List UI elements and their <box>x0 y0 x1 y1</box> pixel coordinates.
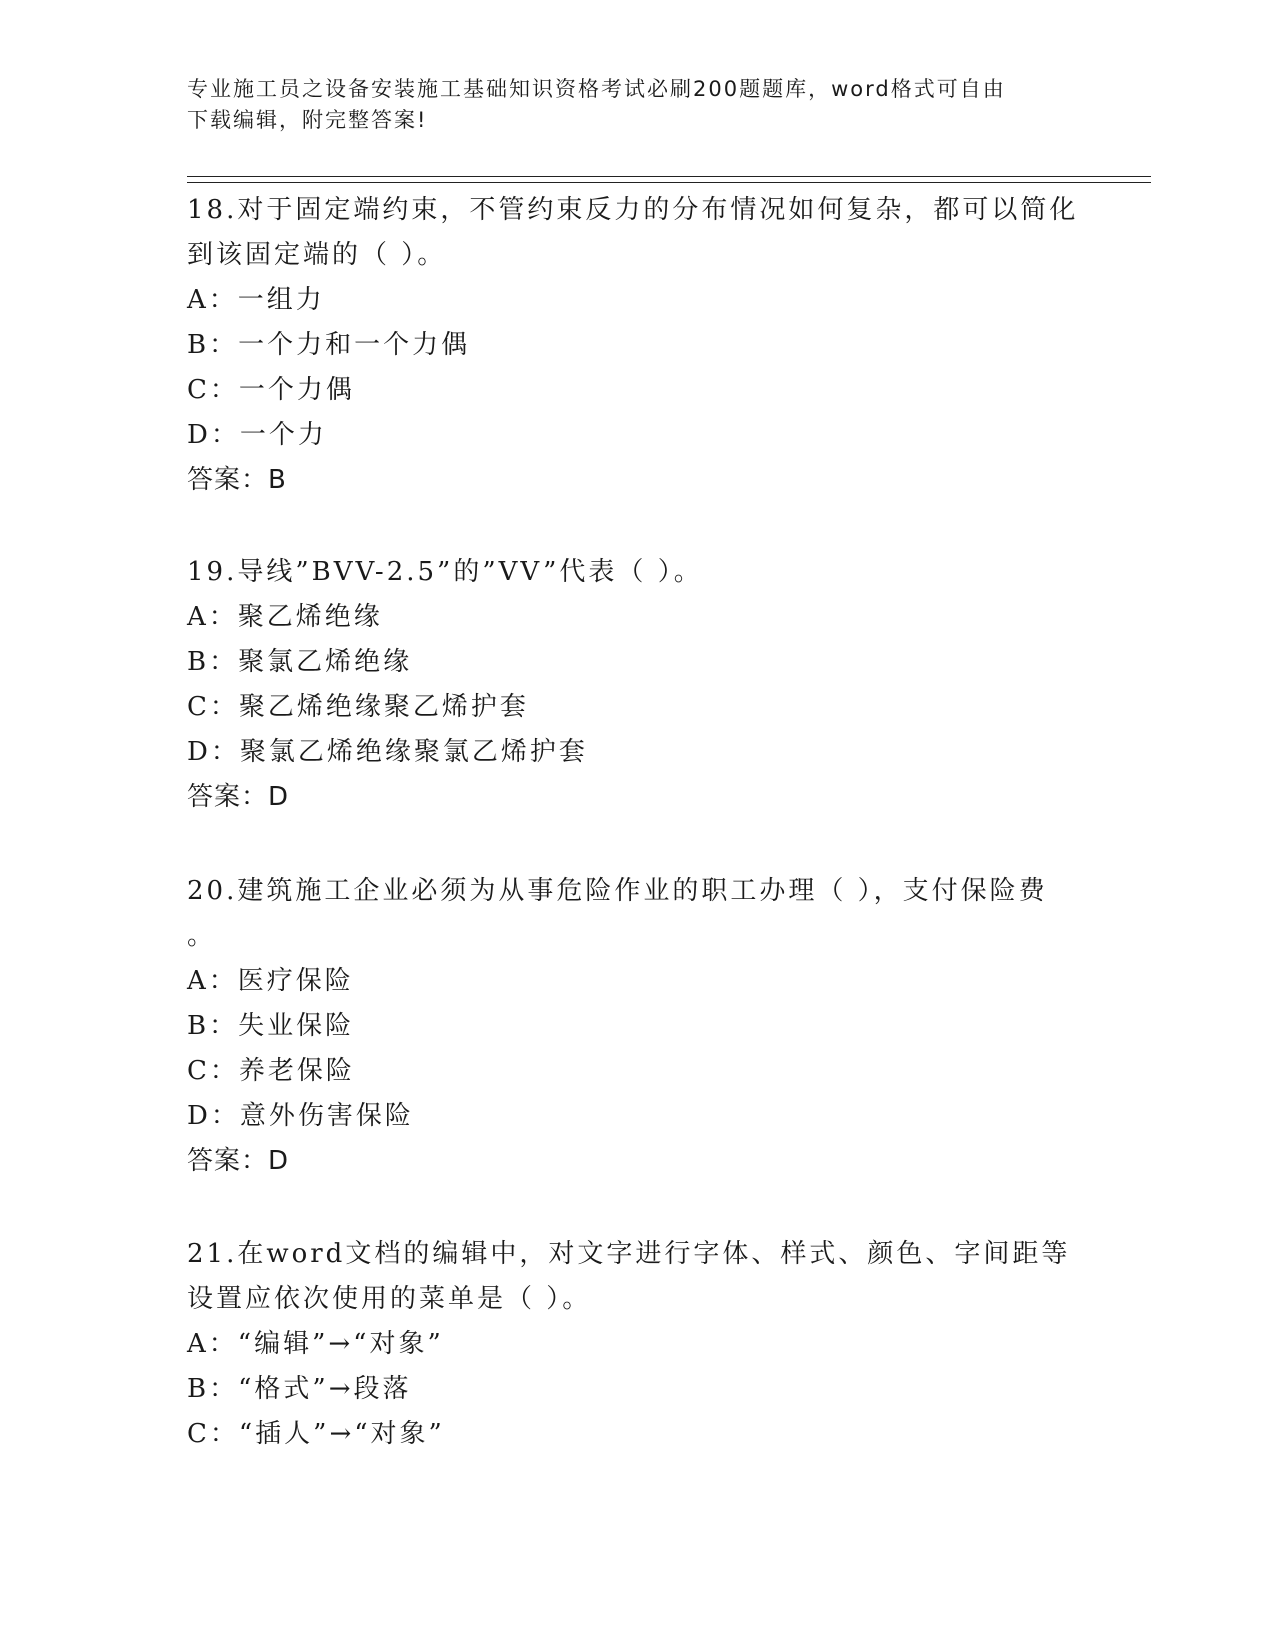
question-stem-continued: 设置应依次使用的菜单是（ ）。 <box>187 1284 592 1314</box>
option-b: B：失业保险 <box>187 1011 355 1041</box>
option-b: B：一个力和一个力偶 <box>187 330 471 360</box>
question-stem-continued: 到该固定端的（ ）。 <box>187 240 447 270</box>
option-c: C：一个力偶 <box>187 375 355 405</box>
answer-line: 答案：D <box>187 1146 290 1176</box>
header-divider-top <box>187 176 1151 177</box>
question-stem: 18.对于固定端约束，不管约束反力的分布情况如何复杂，都可以简化 <box>187 195 1079 225</box>
question-21 <box>187 1232 1087 1457</box>
header-divider-bottom <box>187 182 1151 183</box>
option-a: A：聚乙烯绝缘 <box>187 602 383 632</box>
header-line-2: 下载编辑，附完整答案! <box>187 108 428 132</box>
question-20 <box>187 869 1087 1184</box>
option-c: C：养老保险 <box>187 1056 355 1086</box>
answer-line: 答案：D <box>187 782 290 812</box>
option-a: A：医疗保险 <box>187 966 354 996</box>
option-a: A：“编辑”→“对象” <box>187 1329 444 1359</box>
document-header <box>187 74 1067 136</box>
option-d: D：聚氯乙烯绝缘聚氯乙烯护套 <box>187 737 588 767</box>
question-stem-continued: 。 <box>187 921 217 951</box>
answer-line: 答案：B <box>187 465 287 495</box>
question-stem: 19.导线”BVV-2.5”的”VV”代表（ ）。 <box>187 557 703 587</box>
question-19 <box>187 550 1087 820</box>
option-b: B：聚氯乙烯绝缘 <box>187 647 413 677</box>
option-d: D：一个力 <box>187 420 327 450</box>
question-18 <box>187 188 1087 503</box>
question-stem: 21.在word文档的编辑中，对文字进行字体、样式、颜色、字间距等 <box>187 1239 1071 1269</box>
option-c: C：聚乙烯绝缘聚乙烯护套 <box>187 692 529 722</box>
question-stem: 20.建筑施工企业必须为从事危险作业的职工办理（ ），支付保险费 <box>187 876 1048 906</box>
option-c: C：“插人”→“对象” <box>187 1419 445 1449</box>
option-d: D：意外伤害保险 <box>187 1101 414 1131</box>
option-a: A：一组力 <box>187 285 325 315</box>
option-b: B：“格式”→段落 <box>187 1374 412 1404</box>
header-line-1: 专业施工员之设备安装施工基础知识资格考试必刷200题题库，word格式可自由 <box>187 77 1006 101</box>
